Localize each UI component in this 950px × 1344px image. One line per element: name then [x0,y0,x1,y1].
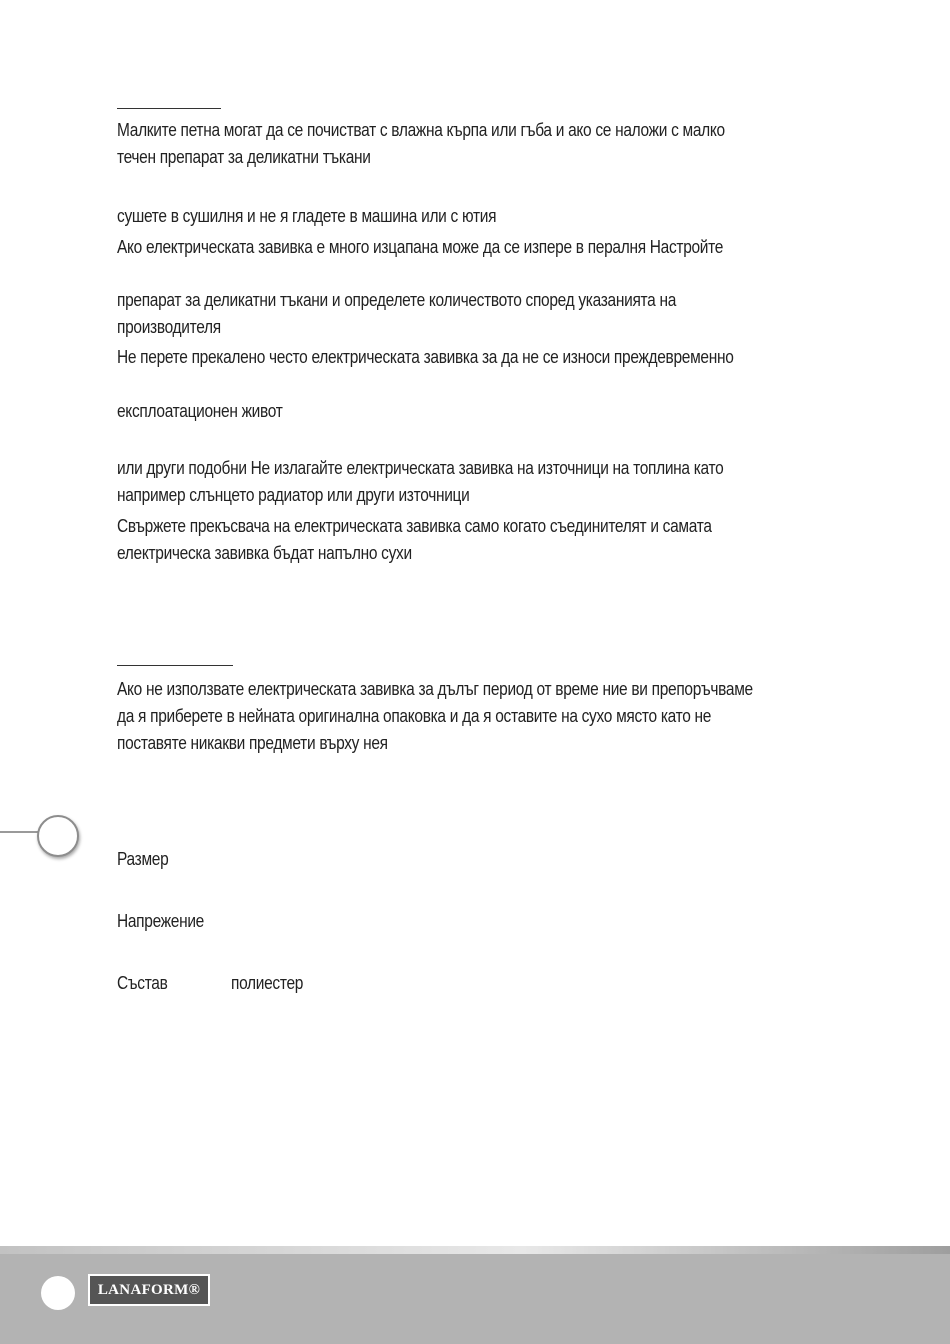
care-line: експлоатационен живот [117,401,283,421]
care-line: например слънцето радиатор или други източници [117,485,470,505]
care-line: Свържете прекъсвача на електрическата завивка само когато съединителят и самата [117,516,712,536]
lanaform-logo [88,1274,210,1306]
spec-size-label: Размер [117,849,169,869]
section-marker-circle [37,815,79,857]
storage-line: Ако не използвате електрическата завивка за дълъг период от време ние ви препоръчваме [117,679,753,699]
logo-text: LANAFORM® [97,1281,201,1298]
storage-line: да я приберете в нейната оригинална опаковка и да я оставите на сухо място като не [117,706,712,726]
section-rule-care [117,108,221,109]
page-number-circle [41,1276,75,1310]
care-line: сушете в сушилня и не я гладете в машина или с ютия [117,206,497,226]
care-line: производителя [117,317,221,337]
care-line: Малките петна могат да се почистват с влажна кърпа или гъба и ако се наложи с малко [117,120,725,140]
section-rule-storage [117,665,233,666]
care-line: Не перете прекалено често електрическата завивка за да не се износи преждевременно [117,347,734,367]
care-line: Ако електрическата завивка е много изцапана може да се изпере в пералня Настройте [117,237,724,257]
care-line: препарат за деликатни тъкани и определете количеството според указанията на [117,290,676,310]
footer-gradient-band [0,1246,950,1254]
spec-voltage-label: Напрежение [117,911,204,931]
spec-composition-value: полиестер [231,973,304,993]
care-line: течен препарат за деликатни тъкани [117,147,371,167]
storage-line: поставяте никакви предмети върху нея [117,733,388,753]
section-marker-line [0,831,38,833]
care-line: или други подобни Не излагайте електрическата завивка на източници на топлина като [117,458,724,478]
spec-composition-label: Състав [117,973,168,993]
care-line: електрическа завивка бъдат напълно сухи [117,543,412,563]
